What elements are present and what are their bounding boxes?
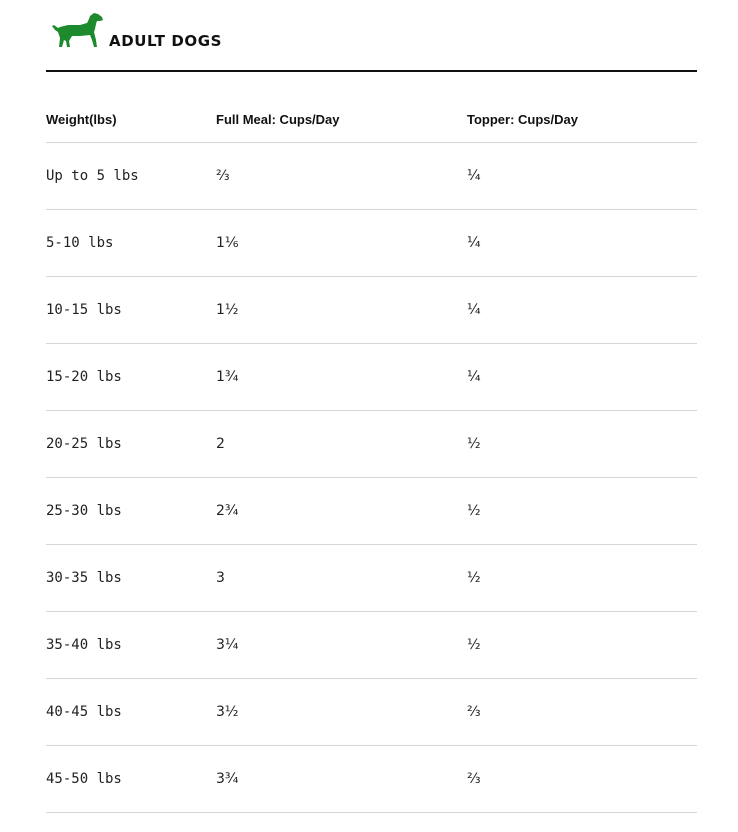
- weight-cell: 30-35 lbs: [46, 570, 122, 586]
- full-meal-cell: 1⅙: [216, 235, 239, 251]
- table-row: [46, 612, 697, 679]
- full-meal-cell: 1½: [216, 302, 239, 318]
- topper-cell: ½: [467, 503, 481, 519]
- full-meal-cell: 3¼: [216, 637, 239, 653]
- dog-icon: [50, 10, 106, 50]
- column-header-full-meal: Full Meal: Cups/Day: [216, 112, 340, 127]
- topper-cell: ¼: [467, 168, 481, 184]
- column-header-weight: Weight(lbs): [46, 112, 117, 127]
- weight-cell: 45-50 lbs: [46, 771, 122, 787]
- topper-cell: ¼: [467, 369, 481, 385]
- weight-cell: Up to 5 lbs: [46, 168, 139, 184]
- page-title: ADULT DOGS: [109, 32, 223, 50]
- topper-cell: ½: [467, 436, 481, 452]
- table-row: [46, 344, 697, 411]
- topper-cell: ½: [467, 637, 481, 653]
- full-meal-cell: 2¾: [216, 503, 239, 519]
- column-header-topper: Topper: Cups/Day: [467, 112, 578, 127]
- table-row: [46, 411, 697, 478]
- topper-cell: ⅔: [467, 704, 481, 720]
- topper-cell: ¼: [467, 235, 481, 251]
- full-meal-cell: 3: [216, 570, 225, 586]
- table-row: [46, 746, 697, 813]
- weight-cell: 15-20 lbs: [46, 369, 122, 385]
- section-header: [46, 8, 697, 72]
- table-row: [46, 478, 697, 545]
- table-row: [46, 545, 697, 612]
- full-meal-cell: ⅔: [216, 168, 230, 184]
- full-meal-cell: 3½: [216, 704, 239, 720]
- topper-cell: ⅔: [467, 771, 481, 787]
- weight-cell: 20-25 lbs: [46, 436, 122, 452]
- weight-cell: 25-30 lbs: [46, 503, 122, 519]
- full-meal-cell: 3¾: [216, 771, 239, 787]
- table-row: [46, 679, 697, 746]
- feeding-table: [46, 92, 697, 813]
- table-row: [46, 210, 697, 277]
- full-meal-cell: 1¾: [216, 369, 239, 385]
- table-row: [46, 277, 697, 344]
- weight-cell: 10-15 lbs: [46, 302, 122, 318]
- table-row: [46, 143, 697, 210]
- topper-cell: ½: [467, 570, 481, 586]
- table-header-row: [46, 92, 697, 143]
- weight-cell: 35-40 lbs: [46, 637, 122, 653]
- full-meal-cell: 2: [216, 436, 225, 452]
- weight-cell: 40-45 lbs: [46, 704, 122, 720]
- topper-cell: ¼: [467, 302, 481, 318]
- weight-cell: 5-10 lbs: [46, 235, 114, 251]
